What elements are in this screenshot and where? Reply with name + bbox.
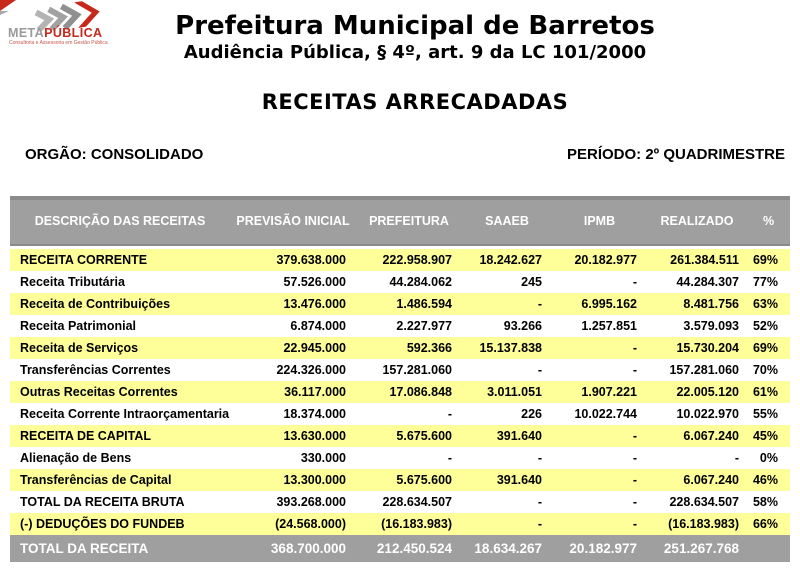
row-value-saaeb: 226 [521, 407, 542, 421]
row-value-saaeb: 18.242.627 [479, 253, 542, 267]
row-value-ipmb: 10.022.744 [574, 407, 637, 421]
page-title: Prefeitura Municipal de Barretos [175, 11, 655, 41]
row-label: Transferências de Capital [20, 473, 172, 487]
footer-previsao: 368.700.000 [270, 541, 346, 556]
row-label: Receita de Contribuições [20, 297, 171, 311]
table-row [10, 293, 790, 315]
row-value-ipmb: - [632, 341, 637, 355]
row-label: (-) DEDUÇÕES DO FUNDEB [20, 517, 185, 531]
periodo-label: PERÍODO: 2º QUADRIMESTRE [567, 146, 785, 163]
row-value-previsao: 22.945.000 [283, 341, 346, 355]
row-value-pct: 77% [752, 275, 778, 289]
row-value-prefeitura: 5.675.600 [396, 473, 452, 487]
row-value-realizado: 3.579.093 [683, 319, 739, 333]
footer-prefeitura: 212.450.524 [376, 541, 452, 556]
row-value-prefeitura: (16.183.983) [381, 517, 452, 531]
row-value-pct: 0% [759, 451, 778, 465]
row-value-realizado: 8.481.756 [683, 297, 739, 311]
row-value-prefeitura: - [447, 451, 452, 465]
row-value-previsao: 6.874.000 [290, 319, 346, 333]
row-value-prefeitura: 44.284.062 [389, 275, 452, 289]
table-row [10, 249, 790, 271]
row-value-prefeitura: 17.086.848 [389, 385, 452, 399]
column-header-descricao: DESCRIÇÃO DAS RECEITAS [34, 214, 206, 229]
row-value-previsao: 18.374.000 [283, 407, 346, 421]
report-meta-row [25, 146, 785, 163]
table-row [10, 337, 790, 359]
row-value-pct: 46% [752, 473, 778, 487]
row-value-ipmb: - [632, 363, 637, 377]
table-body [10, 249, 790, 535]
row-value-saaeb: 3.011.051 [487, 385, 542, 399]
row-label: Receita Patrimonial [20, 319, 137, 333]
row-value-ipmb: 1.257.851 [581, 319, 637, 333]
row-value-saaeb: 391.640 [496, 473, 542, 487]
row-value-pct: 58% [752, 495, 778, 509]
row-label: RECEITA DE CAPITAL [20, 429, 152, 443]
row-value-pct: 70% [752, 363, 778, 377]
row-value-realizado: 157.281.060 [669, 363, 739, 377]
row-value-saaeb: - [537, 297, 542, 311]
table-row [10, 425, 790, 447]
row-value-pct: 55% [752, 407, 778, 421]
row-value-saaeb: - [537, 451, 542, 465]
row-value-realizado: - [734, 451, 739, 465]
table-row [10, 359, 790, 381]
row-value-prefeitura: 5.675.600 [396, 429, 452, 443]
row-value-pct: 69% [752, 341, 778, 355]
row-value-prefeitura: 1.486.594 [396, 297, 452, 311]
row-value-ipmb: - [632, 473, 637, 487]
row-value-realizado: 22.005.120 [676, 385, 739, 399]
row-value-saaeb: - [537, 517, 542, 531]
logo-publica-text: PÚBLICA [44, 26, 103, 40]
table-row [10, 469, 790, 491]
header-titles [30, 11, 800, 114]
row-value-previsao: 57.526.000 [283, 275, 346, 289]
table-row [10, 381, 790, 403]
row-value-previsao: 36.117.000 [284, 385, 346, 399]
table-row [10, 403, 790, 425]
row-value-previsao: 13.476.000 [283, 297, 346, 311]
row-value-saaeb: 391.640 [496, 429, 542, 443]
row-value-pct: 63% [752, 297, 778, 311]
row-value-ipmb: - [632, 429, 637, 443]
column-header-saaeb: SAAEB [485, 214, 529, 229]
row-value-previsao: 330.000 [300, 451, 346, 465]
row-value-prefeitura: 157.281.060 [382, 363, 452, 377]
row-label: Receita Tributária [20, 275, 125, 289]
table-row [10, 491, 790, 513]
row-value-pct: 45% [752, 429, 778, 443]
row-value-previsao: 393.268.000 [276, 495, 346, 509]
row-value-saaeb: 15.137.838 [479, 341, 542, 355]
row-value-realizado: 261.384.511 [670, 253, 739, 267]
row-value-saaeb: 93.266 [503, 319, 542, 333]
logo-tagline: Consultoria e Assessoria em Gestão Pública [9, 40, 108, 46]
row-value-pct: 61% [752, 385, 778, 399]
row-label: Receita Corrente Intraorçamentaria [20, 407, 230, 421]
footer-ipmb: 20.182.977 [569, 541, 637, 556]
row-value-prefeitura: 592.366 [406, 341, 452, 355]
row-label: Transferências Correntes [20, 363, 171, 377]
table-row [10, 315, 790, 337]
column-header-prefeitura: PREFEITURA [369, 214, 449, 229]
row-value-ipmb: 6.995.162 [581, 297, 637, 311]
table-row [10, 271, 790, 293]
row-value-saaeb: - [537, 495, 542, 509]
row-value-prefeitura: 2.227.977 [396, 319, 452, 333]
row-value-prefeitura: 228.634.507 [382, 495, 452, 509]
row-value-pct: 66% [752, 517, 778, 531]
row-label: Outras Receitas Correntes [20, 385, 178, 399]
row-value-realizado: 44.284.307 [676, 275, 739, 289]
column-header-percent: % [762, 214, 775, 229]
table-header-row [10, 196, 790, 246]
footer-saaeb: 18.634.267 [474, 541, 542, 556]
table-row [10, 447, 790, 469]
receitas-table [10, 196, 790, 562]
row-value-previsao: 13.630.000 [283, 429, 346, 443]
row-value-ipmb: 1.907.221 [581, 385, 637, 399]
row-value-ipmb: - [632, 451, 637, 465]
column-header-realizado: REALIZADO [660, 214, 734, 229]
logo-meta-text: META [8, 26, 45, 40]
row-value-pct: 52% [752, 319, 778, 333]
footer-label: TOTAL DA RECEITA [20, 541, 149, 556]
row-value-previsao: 13.300.000 [283, 473, 346, 487]
orgao-label: ORGÃO: CONSOLIDADO [25, 146, 204, 163]
row-label: RECEITA CORRENTE [20, 253, 148, 267]
row-value-ipmb: - [632, 517, 637, 531]
row-label: Alienação de Bens [20, 451, 132, 465]
row-value-realizado: 6.067.240 [683, 429, 739, 443]
row-value-previsao: (24.568.000) [275, 517, 346, 531]
row-value-prefeitura: 222.958.907 [382, 253, 452, 267]
row-value-saaeb: 245 [521, 275, 542, 289]
row-value-realizado: 10.022.970 [676, 407, 739, 421]
row-value-pct: 69% [752, 253, 778, 267]
row-value-ipmb: 20.182.977 [574, 253, 637, 267]
row-value-prefeitura: - [447, 407, 452, 421]
row-value-realizado: (16.183.983) [668, 517, 739, 531]
column-header-ipmb: IPMB [583, 214, 616, 229]
row-value-realizado: 6.067.240 [683, 473, 739, 487]
row-value-saaeb: - [537, 363, 542, 377]
table-footer-row [10, 535, 790, 562]
row-value-previsao: 224.326.000 [276, 363, 346, 377]
row-value-realizado: 228.634.507 [669, 495, 739, 509]
section-title: RECEITAS ARRECADADAS [261, 89, 569, 114]
row-label: TOTAL DA RECEITA BRUTA [20, 495, 185, 509]
column-header-previsao-inicial: PREVISÃO INICIAL [236, 214, 350, 229]
row-value-ipmb: - [632, 495, 637, 509]
table-row [10, 513, 790, 535]
row-value-ipmb: - [632, 275, 637, 289]
row-label: Receita de Serviços [20, 341, 139, 355]
footer-realizado: 251.267.768 [663, 541, 739, 556]
row-value-previsao: 379.638.000 [276, 253, 346, 267]
row-value-realizado: 15.730.204 [676, 341, 739, 355]
page-subtitle: Audiência Pública, § 4º, art. 9 da LC 101/2000 [183, 42, 647, 64]
